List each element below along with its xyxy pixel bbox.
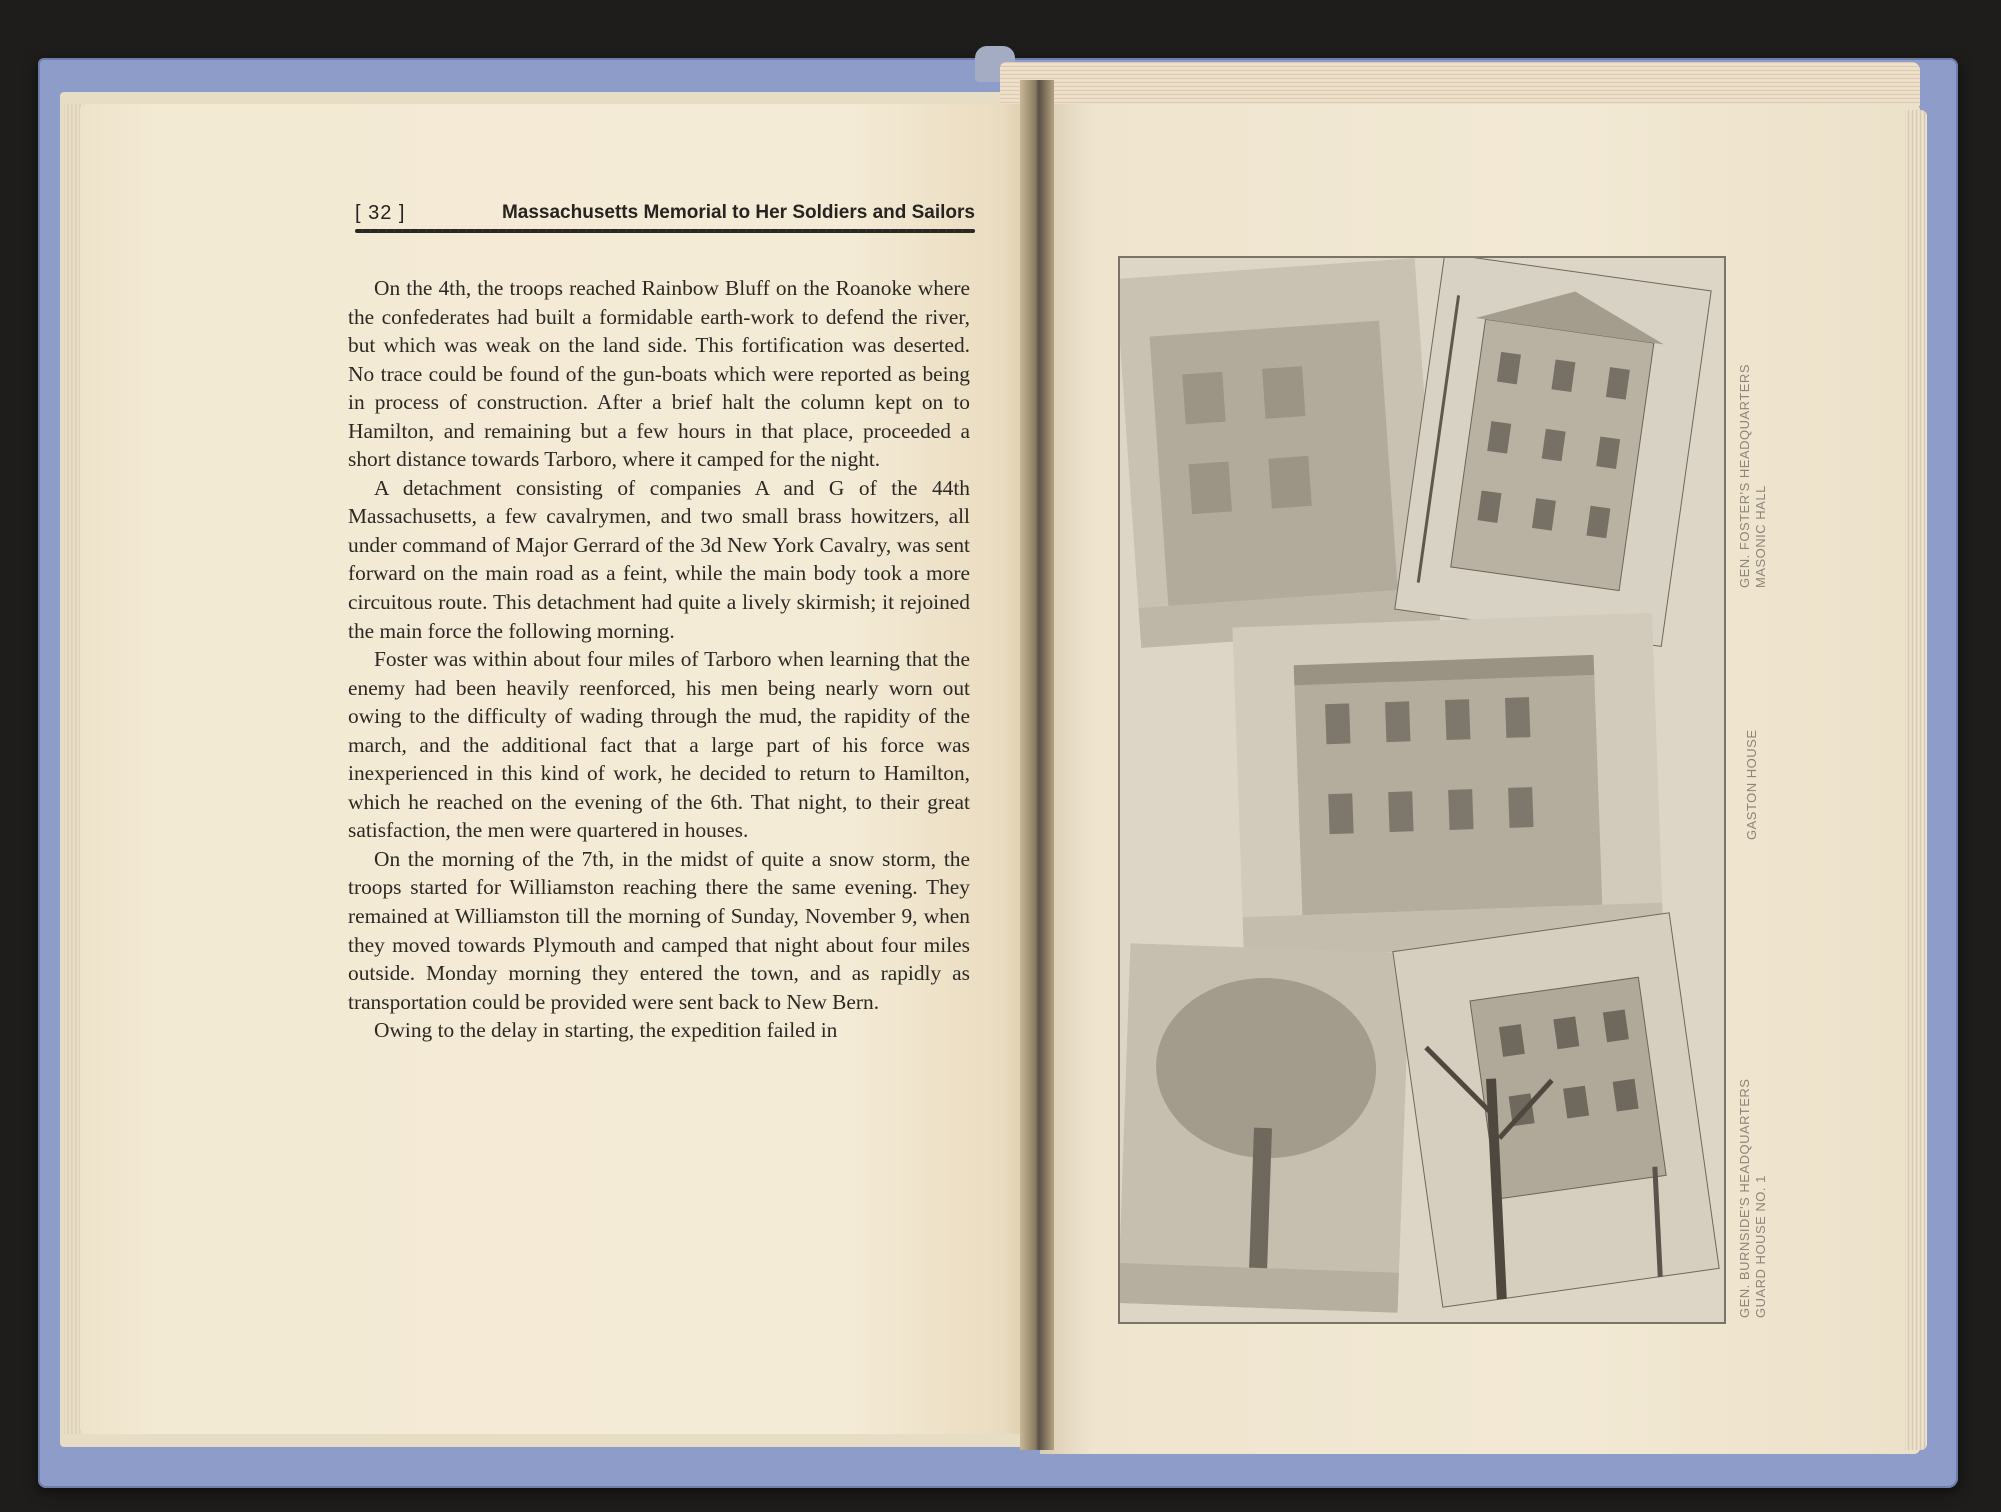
caption-line: GEN. FOSTER'S HEADQUARTERS xyxy=(1737,364,1752,588)
caption-line: GASTON HOUSE xyxy=(1744,729,1759,840)
photo-faded-building xyxy=(1118,258,1441,648)
page-number: [ 32 ] xyxy=(355,202,406,224)
photo-gaston-house xyxy=(1232,613,1663,957)
caption-foster-headquarters xyxy=(1737,364,1769,588)
photo-masonic-hall xyxy=(1394,256,1711,647)
body-text xyxy=(348,274,970,1045)
caption-gaston-house xyxy=(1744,729,1760,840)
paragraph: A detachment consisting of companies A and G of the 44th Massachusetts, a few cavalrymen, and two small brass howitzers, all under command of Major Gerrard of the 3d New York Cavalry, was sent forward on the main road as a feint, while the main body took a more circuitous route. This detachment had quite a lively skirmish; it rejoined the main force the following morning. xyxy=(348,475,970,643)
right-page-edges xyxy=(1905,110,1927,1450)
photo-guard-house xyxy=(1392,912,1719,1307)
photo-plate xyxy=(1118,256,1726,1324)
header-rule xyxy=(355,229,975,233)
book-title: Massachusetts Memorial to Her Soldiers and Sailors xyxy=(501,202,975,223)
caption-line: GUARD HOUSE NO. 1 xyxy=(1753,1175,1768,1318)
caption-line: MASONIC HALL xyxy=(1753,485,1768,588)
paragraph: On the morning of the 7th, in the midst of quite a snow storm, the troops started for Williamston reaching there the same evening. They remained at Williamston till the morning of Sunday, November 9, when they moved towards Plymouth and camped that night about four miles outside. Monday morning they entered the town, and as rapidly as transportation could be provided were sent back to New Bern. xyxy=(348,846,970,1014)
right-page-stack-top xyxy=(1000,62,1920,106)
caption-burnside-headquarters xyxy=(1737,1079,1769,1318)
paragraph: Owing to the delay in starting, the expedition failed in xyxy=(374,1018,838,1043)
caption-line: GEN. BURNSIDE'S HEADQUARTERS xyxy=(1737,1078,1752,1318)
photo-trees xyxy=(1118,943,1410,1313)
paragraph: On the 4th, the troops reached Rainbow Bluff on the Roanoke where the confederates had built a formidable earth-work to defend the river, but which was weak on the land side. This fortification was deserted. No trace could be found of the gun-boats which were reported as being in process of construction. After a brief halt the column kept on to Hamilton, and remaining but a few hours in that place, proceeded a short distance towards Tarboro, where it camped for the night. xyxy=(348,276,970,472)
book-gutter xyxy=(1020,80,1054,1450)
paragraph: Foster was within about four miles of Tarboro when learning that the enemy had been heavily reenforced, his men being nearly worn out owing to the difficulty of wading through the mud, the rapidity of the march, and the additional fact that a large part of his force was inexperienced in this kind of work, he decided to return to Hamilton, which he reached on the evening of the 6th. That night, to their great satisfaction, the men were quartered in houses. xyxy=(348,647,970,843)
